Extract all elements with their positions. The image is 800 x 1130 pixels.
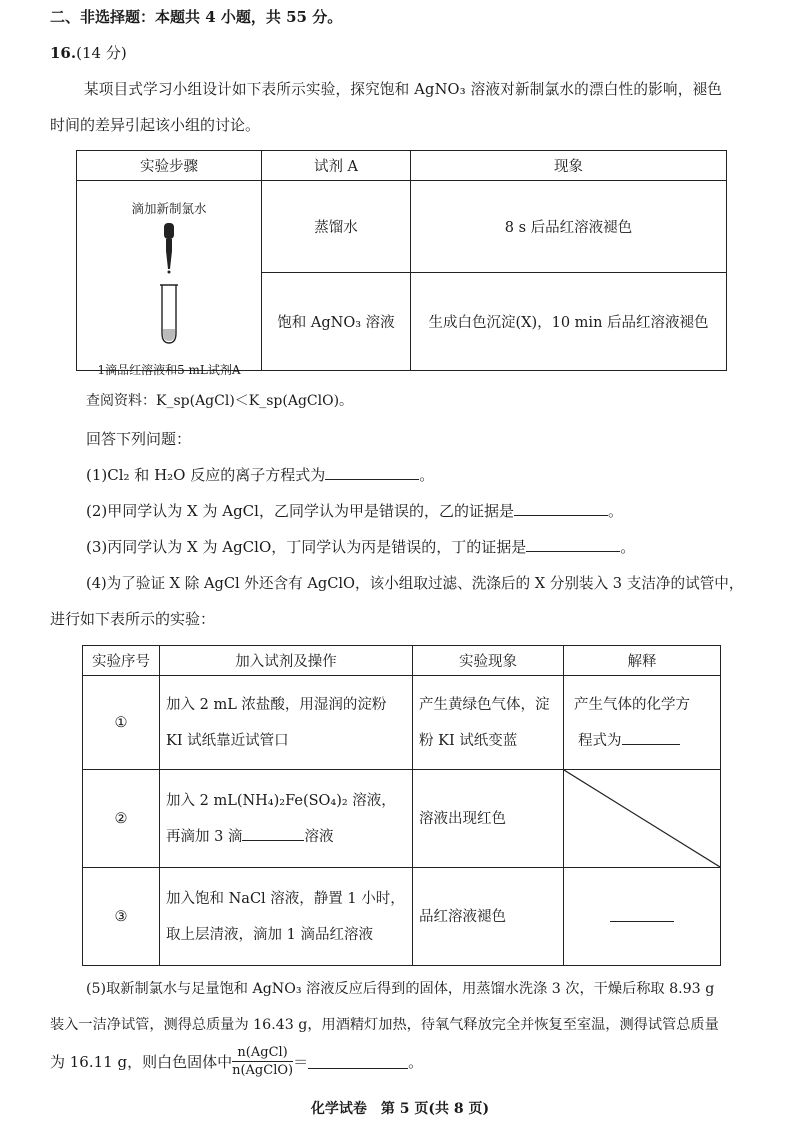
question-2 [86, 500, 623, 521]
question-5-line-3 [50, 1044, 423, 1079]
row3-op-line1: 加入饱和 NaCl 溶液，静置 1 小时， [166, 890, 405, 907]
row2-op-line1: 加入 2 mL(NH₄)₂Fe(SO₄)₂ 溶液， [166, 792, 396, 809]
row3-observation: 品红溶液褪色 [413, 868, 564, 966]
diagram-top-label: 滴加新制氯水 [131, 201, 207, 216]
question-4-line-2: 进行如下表所示的实验： [50, 610, 216, 628]
row1-exp-line2 [574, 723, 720, 759]
diagram-bottom-label: 1滴品红溶液和5 mL试剂A [97, 363, 241, 377]
reference-note: 查阅资料：K_sp(AgCl)＜K_sp(AgClO)。 [86, 393, 354, 409]
question-3-period: 。 [620, 538, 636, 556]
row1-exp-line1: 产生气体的化学方 [574, 696, 690, 713]
table1-header-reagent: 试剂 A [262, 151, 411, 181]
table-row [83, 770, 721, 868]
mole-ratio-fraction [232, 1044, 293, 1079]
table2-header-operation: 加入试剂及操作 [160, 646, 413, 676]
answer-prompt: 回答下列问题： [86, 430, 192, 448]
answer-blank-row2[interactable] [242, 826, 304, 841]
fraction-numerator: n(AgCl) [232, 1044, 293, 1062]
row2-op-line2a: 再滴加 3 滴 [166, 828, 243, 845]
table1-header-step: 实验步骤 [77, 151, 262, 181]
intro-line-1: 某项目式学习小组设计如下表所示实验，探究饱和 AgNO₃ 溶液对新制氯水的漂白性的影响，褪色 [84, 81, 723, 98]
question-score: (14 分) [76, 44, 127, 62]
question-5-line-1: (5)取新制氯水与足量饱和 AgNO₃ 溶液反应后得到的固体，用蒸馏水洗涤 3 次，干燥后称取 8.93 g [86, 981, 715, 997]
row1-operation [160, 676, 413, 770]
row2-op-line2b: 溶液 [304, 828, 334, 845]
table1-header-phenomenon: 现象 [411, 151, 727, 181]
row2-observation: 溶液出现红色 [413, 770, 564, 868]
question-5-line-3-text: 为 16.11 g，则白色固体中 [50, 1053, 233, 1071]
question-5-period: 。 [408, 1053, 424, 1071]
row1-op-line1: 加入 2 mL 浓盐酸，用湿润的淀粉 [166, 696, 387, 713]
dropper-test-tube-diagram [147, 221, 191, 351]
table1-row1-reagent: 蒸馏水 [262, 181, 411, 273]
question-1 [86, 464, 434, 485]
answer-blank-2[interactable] [514, 501, 608, 516]
question-3 [86, 536, 635, 557]
page-footer: 化学试卷 第 5 页(共 8 页) [310, 1101, 490, 1117]
row3-operation [160, 868, 413, 966]
equals-sign: ＝ [293, 1053, 309, 1071]
table1-row2-reagent: 饱和 AgNO₃ 溶液 [262, 273, 411, 371]
section-header: 二、非选择题：本题共 4 小题，共 55 分。 [50, 8, 343, 26]
row2-explanation-crossed [564, 770, 721, 868]
row3-no: ③ [83, 868, 160, 966]
row3-explanation [564, 868, 721, 966]
question-number: 16. [50, 44, 77, 62]
table1-row2-phenomenon: 生成白色沉淀(X)，10 min 后品红溶液褪色 [411, 273, 727, 371]
row1-op-line2: KI 试纸靠近试管口 [166, 732, 289, 749]
question-2-period: 。 [607, 502, 623, 520]
row1-exp-line2-text: 程式为 [578, 732, 622, 749]
fraction-denominator: n(AgClO) [232, 1063, 294, 1078]
diagonal-slash [564, 770, 720, 867]
table-row [83, 868, 721, 966]
question-1-text: (1)Cl₂ 和 H₂O 反应的离子方程式为 [86, 466, 326, 484]
answer-blank-3[interactable] [526, 537, 620, 552]
test-tube-icon [160, 285, 178, 343]
question-16-heading [50, 42, 127, 63]
apparatus-cell [77, 181, 262, 377]
answer-blank-row3[interactable] [610, 907, 674, 922]
row2-no: ② [83, 770, 160, 868]
row2-op-line2 [166, 819, 412, 855]
row2-operation [160, 770, 413, 868]
table-row [83, 676, 721, 770]
table2-header-observation: 实验现象 [413, 646, 564, 676]
table2-header-no: 实验序号 [83, 646, 160, 676]
row3-op-line2: 取上层清液，滴加 1 滴品红溶液 [166, 926, 373, 943]
question-5-line-2: 装入一洁净试管，测得总质量为 16.43 g，用酒精灯加热，待氧气释放完全并恢复至室温，测得试管总质量 [50, 1017, 719, 1033]
table2-header-explanation: 解释 [564, 646, 721, 676]
question-1-period: 。 [419, 466, 435, 484]
row1-explanation [564, 676, 721, 770]
dropper-icon [164, 223, 174, 274]
experiment-table-2 [82, 645, 721, 966]
row1-observation [413, 676, 564, 770]
row1-obs-line2: 粉 KI 试纸变蓝 [419, 732, 518, 749]
answer-blank-row1[interactable] [622, 730, 680, 745]
row1-obs-line1: 产生黄绿色气体，淀 [419, 696, 550, 713]
question-2-text: (2)甲同学认为 X 为 AgCl，乙同学认为甲是错误的，乙的证据是 [86, 502, 514, 520]
intro-line-2: 时间的差异引起该小组的讨论。 [50, 116, 261, 134]
table1-row1-phenomenon: 8 s 后品红溶液褪色 [411, 181, 727, 273]
question-4-line-1: (4)为了验证 X 除 AgCl 外还含有 AgClO，该小组取过滤、洗涤后的 X 分别装入 3 支洁净的试管中， [86, 575, 744, 592]
row1-no: ① [83, 676, 160, 770]
answer-blank-1[interactable] [325, 465, 419, 480]
question-3-text: (3)丙同学认为 X 为 AgClO，丁同学认为丙是错误的，丁的证据是 [86, 538, 527, 556]
experiment-table-1 [76, 150, 727, 377]
answer-blank-5[interactable] [308, 1054, 408, 1069]
